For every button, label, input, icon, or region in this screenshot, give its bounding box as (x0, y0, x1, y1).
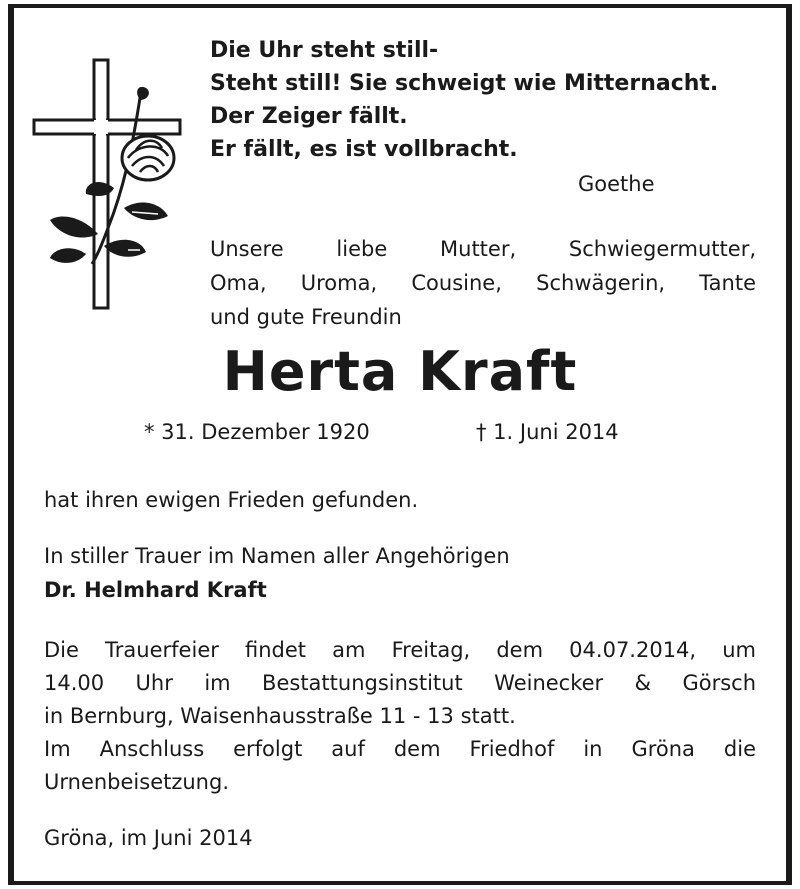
ceremony-line: Die Trauerfeier findet am Freitag, dem 04.07.2014, um (44, 638, 756, 662)
poem-author: Goethe (578, 172, 655, 196)
intro-line: Oma, Uroma, Cousine, Schwägerin, Tante (210, 271, 756, 295)
place-date: Gröna, im Juni 2014 (44, 826, 253, 850)
ceremony-line: 14.00 Uhr im Bestattungsinstitut Weinecker & Görsch (44, 671, 756, 695)
poem-line: Er fällt, es ist vollbracht. (210, 137, 518, 162)
intro-line: und gute Freundin (210, 305, 402, 329)
peace-text: hat ihren ewigen Frieden gefunden. (44, 488, 419, 512)
ceremony-line: Urnenbeisetzung. (44, 770, 230, 794)
ceremony-text (44, 634, 756, 799)
signer-name: Dr. Helmhard Kraft (44, 578, 267, 602)
death-date: † 1. Juni 2014 (476, 420, 619, 444)
poem (210, 34, 718, 166)
ceremony-line: in Bernburg, Waisenhausstraße 11 - 13 statt. (44, 704, 516, 728)
intro-text (210, 232, 756, 334)
deceased-name: Herta Kraft (222, 340, 578, 403)
ceremony-line: Im Anschluss erfolgt auf dem Friedhof in Gröna die (44, 737, 756, 761)
intro-line: Unsere liebe Mutter, Schwiegermutter, (210, 237, 756, 261)
poem-line: Steht still! Sie schweigt wie Mitternacht. (210, 71, 719, 96)
poem-line: Der Zeiger fällt. (210, 104, 408, 129)
birth-date: * 31. Dezember 1920 (144, 420, 370, 444)
poem-line: Die Uhr steht still- (210, 38, 439, 63)
mourners-text: In stiller Trauer im Namen aller Angehörigen (44, 544, 510, 568)
cross-with-rose-icon (28, 58, 188, 318)
